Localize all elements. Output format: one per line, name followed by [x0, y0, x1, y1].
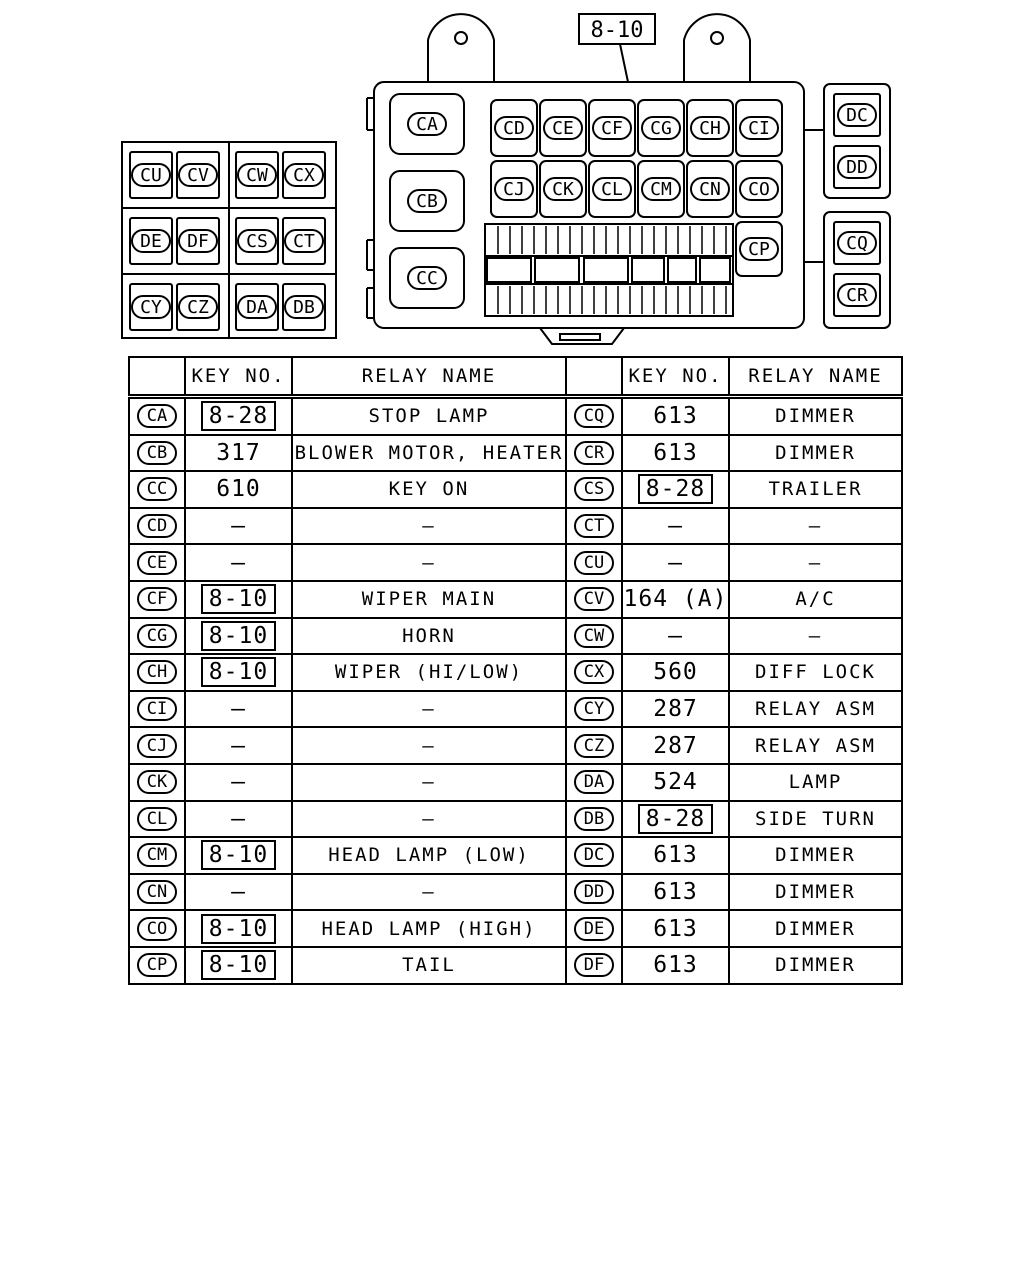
relay-id-cell: [566, 837, 622, 874]
relay-name-cell: [729, 801, 902, 838]
relay-db: [283, 284, 325, 330]
key-no-cell: [622, 581, 729, 618]
relay-name-cell: [292, 618, 566, 655]
relay-name: —: [422, 515, 436, 538]
relay-cu: [130, 152, 172, 198]
relay-id-badge: CW: [574, 624, 614, 648]
relay-label: CJ: [503, 179, 525, 200]
relay-label: CF: [601, 118, 623, 139]
relay-co: [736, 161, 782, 217]
header-name-right: RELAY NAME: [729, 357, 902, 397]
key-no-cell: [622, 508, 729, 545]
relay-name-cell: [292, 764, 566, 801]
key-no-value: 560: [653, 659, 698, 686]
relay-name-cell: [729, 727, 902, 764]
relay-label: CX: [293, 165, 315, 186]
relay-id-badge: CN: [137, 880, 177, 904]
relay-id-cell: [566, 801, 622, 838]
relay-name-cell: [729, 654, 902, 691]
relay-cn: [687, 161, 733, 217]
relay-id-badge: CA: [137, 404, 177, 428]
header-key-right: KEY NO.: [622, 357, 729, 397]
relay-name-cell: [729, 764, 902, 801]
relay-id-badge: DB: [574, 807, 614, 831]
relay-id-cell: [566, 874, 622, 911]
relay-name-cell: [292, 910, 566, 947]
key-no-cell: [622, 837, 729, 874]
table-row: [129, 397, 902, 435]
key-no-value: 164 (A): [623, 586, 728, 613]
mount-tab-left: [428, 14, 494, 82]
relay-dd: [834, 146, 880, 188]
relay-ck: [540, 161, 586, 217]
relay-id-badge: CO: [137, 917, 177, 941]
mount-tab-right: [684, 14, 750, 82]
key-no-value: —: [231, 513, 246, 540]
relay-id-badge: CC: [137, 477, 177, 501]
key-no-cell: [622, 471, 729, 508]
key-no-cell: [185, 910, 292, 947]
relay-id-badge: CB: [137, 441, 177, 465]
key-no-reference: 8-10: [201, 950, 276, 980]
relay-label: CV: [187, 165, 209, 186]
relay-label: CC: [416, 268, 438, 289]
relay-name-cell: [729, 544, 902, 581]
key-no-reference: 8-10: [201, 621, 276, 651]
relay-id-cell: [129, 910, 185, 947]
relay-label: CN: [699, 179, 721, 200]
relay-label: CE: [552, 118, 574, 139]
key-no-cell: [622, 544, 729, 581]
table-row: [129, 837, 902, 874]
relay-label: CQ: [846, 233, 868, 254]
key-no-reference: 8-10: [201, 584, 276, 614]
key-no-cell: [622, 910, 729, 947]
relay-id-badge: CP: [137, 953, 177, 977]
relay-name: DIMMER: [775, 954, 856, 977]
relay-name: RELAY ASM: [755, 698, 876, 721]
key-no-cell: [622, 691, 729, 728]
relay-name: DIFF LOCK: [755, 661, 876, 684]
relay-dc: [834, 94, 880, 136]
relay-label: CR: [846, 285, 868, 306]
key-no-reference: 8-28: [638, 804, 713, 834]
relay-label: CK: [552, 179, 574, 200]
relay-name-cell: [729, 910, 902, 947]
relay-name: SIDE TURN: [755, 807, 876, 830]
relay-name-cell: [292, 397, 566, 435]
key-no-value: —: [231, 879, 246, 906]
table-row: [129, 764, 902, 801]
key-no-cell: [622, 397, 729, 435]
header-blank-right: [566, 357, 622, 397]
relay-name: DIMMER: [775, 917, 856, 940]
relay-name: BLOWER MOTOR, HEATER: [294, 441, 564, 464]
relay-name: TRAILER: [768, 478, 863, 501]
key-no-cell: [185, 508, 292, 545]
table-row: [129, 508, 902, 545]
relay-name-cell: [292, 837, 566, 874]
relay-name: —: [808, 551, 823, 574]
key-no-value: —: [668, 513, 683, 540]
relay-da: [236, 284, 278, 330]
relay-cr: [834, 274, 880, 316]
relay-name: HORN: [402, 624, 456, 647]
relay-cl: [589, 161, 635, 217]
relay-label: CI: [748, 118, 770, 139]
relay-id-badge: CE: [137, 551, 177, 575]
relay-name-cell: [292, 581, 566, 618]
relay-id-cell: [566, 435, 622, 472]
relay-label: CS: [246, 231, 268, 252]
key-no-cell: [622, 654, 729, 691]
relay-name-cell: [729, 618, 902, 655]
relay-name-cell: [292, 471, 566, 508]
relay-label: CM: [650, 179, 672, 200]
table-row: [129, 435, 902, 472]
key-no-reference: 8-10: [201, 914, 276, 944]
relay-cd: [491, 100, 537, 156]
relay-name: —: [422, 807, 436, 830]
key-no-reference: 8-28: [201, 401, 276, 431]
relay-name: HEAD LAMP (HIGH): [321, 917, 537, 940]
relay-id-cell: [566, 691, 622, 728]
relay-label: DD: [846, 157, 868, 178]
relay-name-cell: [292, 727, 566, 764]
relay-id-badge: CR: [574, 441, 614, 465]
relay-id-cell: [129, 874, 185, 911]
relay-name: KEY ON: [388, 478, 470, 501]
table-row: [129, 801, 902, 838]
relay-name: STOP LAMP: [368, 405, 490, 428]
table-row: [129, 910, 902, 947]
relay-label: CD: [503, 118, 525, 139]
relay-label: DE: [140, 231, 162, 252]
key-no-reference: 8-28: [638, 474, 713, 504]
relay-table: [128, 356, 903, 985]
table-row: [129, 874, 902, 911]
relay-name-cell: [292, 947, 566, 984]
callout-label: 8-10: [590, 18, 644, 43]
relay-id-cell: [129, 947, 185, 984]
relay-cx: [283, 152, 325, 198]
key-no-cell: [185, 471, 292, 508]
table-row: [129, 471, 902, 508]
key-no-cell: [185, 947, 292, 984]
relay-id-cell: [566, 544, 622, 581]
relay-name: TAIL: [402, 954, 456, 977]
relay-name: —: [808, 515, 823, 538]
relay-id-cell: [129, 397, 185, 435]
relay-name: —: [422, 881, 436, 904]
relay-name-cell: [729, 508, 902, 545]
relay-label: CU: [140, 165, 162, 186]
relay-name-cell: [729, 837, 902, 874]
relay-df: [177, 218, 219, 264]
relay-id-badge: CU: [574, 551, 614, 575]
relay-name-cell: [729, 435, 902, 472]
relay-label: CT: [293, 231, 315, 252]
relay-id-cell: [129, 508, 185, 545]
key-no-cell: [622, 764, 729, 801]
relay-id-cell: [129, 544, 185, 581]
key-no-cell: [185, 837, 292, 874]
key-no-cell: [622, 947, 729, 984]
relay-cy: [130, 284, 172, 330]
relay-cj: [491, 161, 537, 217]
key-no-value: 613: [653, 879, 698, 906]
key-no-cell: [185, 801, 292, 838]
key-no-value: 613: [653, 952, 698, 979]
relay-cg: [638, 100, 684, 156]
relay-cp: [736, 222, 782, 276]
relay-cf: [589, 100, 635, 156]
relay-name: —: [422, 698, 436, 721]
relay-name: —: [422, 771, 436, 794]
key-no-value: 317: [216, 439, 261, 466]
relay-name-cell: [729, 691, 902, 728]
key-no-cell: [622, 618, 729, 655]
key-no-value: 524: [653, 769, 698, 796]
relay-de: [130, 218, 172, 264]
key-no-cell: [622, 801, 729, 838]
relay-name-cell: [292, 801, 566, 838]
relay-id-badge: CV: [574, 587, 614, 611]
relay-label: DF: [187, 231, 209, 252]
relay-id-badge: CK: [137, 770, 177, 794]
table-row: [129, 947, 902, 984]
relay-ca: [390, 94, 464, 154]
relay-name: WIPER (HI/LOW): [334, 661, 524, 684]
relay-id-cell: [129, 764, 185, 801]
key-no-value: —: [231, 769, 246, 796]
relay-cq: [834, 222, 880, 264]
key-no-value: —: [668, 622, 683, 649]
relay-name-cell: [292, 435, 566, 472]
table-header-row: [129, 357, 902, 397]
relay-id-badge: CJ: [137, 734, 177, 758]
relay-cz: [177, 284, 219, 330]
relay-name-cell: [729, 581, 902, 618]
fuse-box-diagram: [0, 0, 1024, 350]
relay-label: CP: [748, 239, 770, 260]
relay-id-badge: CT: [574, 514, 614, 538]
table-row: [129, 581, 902, 618]
relay-id-badge: CZ: [574, 734, 614, 758]
relay-cc: [390, 248, 464, 308]
relay-id-badge: CH: [137, 660, 177, 684]
relay-id-badge: CY: [574, 697, 614, 721]
table-row: [129, 544, 902, 581]
relay-id-cell: [566, 654, 622, 691]
key-no-value: 287: [653, 732, 698, 759]
relay-cs: [236, 218, 278, 264]
relay-cw: [236, 152, 278, 198]
key-no-value: 613: [653, 842, 698, 869]
relay-label: CB: [416, 191, 438, 212]
relay-label: CL: [601, 179, 623, 200]
key-no-value: —: [231, 549, 246, 576]
relay-id-badge: CD: [137, 514, 177, 538]
relay-id-badge: CL: [137, 807, 177, 831]
relay-id-cell: [129, 837, 185, 874]
relay-name: DIMMER: [775, 844, 856, 867]
relay-name: DIMMER: [775, 405, 856, 428]
relay-id-cell: [566, 508, 622, 545]
key-no-cell: [185, 874, 292, 911]
key-no-value: —: [231, 696, 246, 723]
relay-id-cell: [129, 581, 185, 618]
relay-id-badge: DE: [574, 917, 614, 941]
table-row: [129, 654, 902, 691]
key-no-cell: [185, 581, 292, 618]
relay-id-cell: [129, 801, 185, 838]
relay-name-cell: [729, 874, 902, 911]
relay-label: CA: [416, 114, 438, 135]
key-no-value: 613: [653, 403, 698, 430]
relay-id-cell: [129, 618, 185, 655]
relay-id-cell: [129, 654, 185, 691]
key-no-cell: [622, 727, 729, 764]
table-row: [129, 691, 902, 728]
key-no-reference: 8-10: [201, 657, 276, 687]
relay-id-badge: DA: [574, 770, 614, 794]
relay-name-cell: [729, 471, 902, 508]
header-blank-left: [129, 357, 185, 397]
relay-name-cell: [729, 397, 902, 435]
relay-label: DA: [246, 297, 268, 318]
relay-id-cell: [566, 764, 622, 801]
relay-name: A/C: [795, 588, 836, 611]
key-no-cell: [185, 727, 292, 764]
header-key-left: KEY NO.: [185, 357, 292, 397]
relay-ci: [736, 100, 782, 156]
relay-id-cell: [566, 910, 622, 947]
relay-label: CO: [748, 179, 770, 200]
relay-name: RELAY ASM: [755, 734, 876, 757]
relay-ct: [283, 218, 325, 264]
relay-name: —: [808, 624, 823, 647]
relay-id-cell: [129, 435, 185, 472]
header-name-left: RELAY NAME: [292, 357, 566, 397]
key-no-value: —: [231, 805, 246, 832]
relay-name: LAMP: [788, 771, 843, 794]
key-no-cell: [185, 544, 292, 581]
relay-name-cell: [292, 874, 566, 911]
relay-name: —: [422, 551, 436, 574]
relay-name-cell: [292, 654, 566, 691]
relay-name: DIMMER: [775, 881, 856, 904]
key-no-value: 613: [653, 915, 698, 942]
relay-cv: [177, 152, 219, 198]
relay-id-cell: [566, 581, 622, 618]
relay-label: CW: [246, 165, 268, 186]
relay-name-cell: [292, 544, 566, 581]
key-no-cell: [185, 691, 292, 728]
relay-name-cell: [729, 947, 902, 984]
key-no-cell: [185, 654, 292, 691]
relay-id-cell: [566, 471, 622, 508]
relay-id-badge: CM: [137, 843, 177, 867]
relay-id-cell: [566, 947, 622, 984]
relay-label: CZ: [187, 297, 209, 318]
relay-name: WIPER MAIN: [361, 588, 497, 611]
relay-id-badge: CS: [574, 477, 614, 501]
relay-name-cell: [292, 508, 566, 545]
relay-name: HEAD LAMP (LOW): [328, 844, 530, 867]
relay-label: DB: [293, 297, 315, 318]
relay-id-badge: CG: [137, 624, 177, 648]
key-no-value: —: [668, 549, 683, 576]
relay-id-badge: DF: [574, 953, 614, 977]
relay-id-cell: [566, 618, 622, 655]
relay-name: —: [422, 734, 436, 757]
key-no-cell: [185, 618, 292, 655]
relay-id-cell: [566, 397, 622, 435]
relay-id-cell: [129, 471, 185, 508]
relay-id-badge: CQ: [574, 404, 614, 428]
key-no-cell: [622, 435, 729, 472]
key-no-value: 610: [216, 476, 261, 503]
relay-label: DC: [846, 105, 868, 126]
relay-id-badge: CF: [137, 587, 177, 611]
key-no-cell: [622, 874, 729, 911]
relay-id-badge: DD: [574, 880, 614, 904]
key-no-value: —: [231, 732, 246, 759]
relay-id-badge: DC: [574, 843, 614, 867]
relay-cm: [638, 161, 684, 217]
key-no-cell: [185, 435, 292, 472]
key-no-value: 287: [653, 696, 698, 723]
table-row: [129, 618, 902, 655]
relay-name-cell: [292, 691, 566, 728]
relay-id-badge: CX: [574, 660, 614, 684]
key-no-reference: 8-10: [201, 840, 276, 870]
relay-id-cell: [566, 727, 622, 764]
relay-name: DIMMER: [775, 441, 856, 464]
relay-ch: [687, 100, 733, 156]
relay-id-cell: [129, 727, 185, 764]
relay-label: CH: [699, 118, 721, 139]
key-no-value: 613: [653, 439, 698, 466]
key-no-cell: [185, 764, 292, 801]
relay-label: CG: [650, 118, 672, 139]
table-row: [129, 727, 902, 764]
relay-label: CY: [140, 297, 162, 318]
relay-id-cell: [129, 691, 185, 728]
key-no-cell: [185, 397, 292, 435]
relay-id-badge: CI: [137, 697, 177, 721]
relay-cb: [390, 171, 464, 231]
relay-ce: [540, 100, 586, 156]
